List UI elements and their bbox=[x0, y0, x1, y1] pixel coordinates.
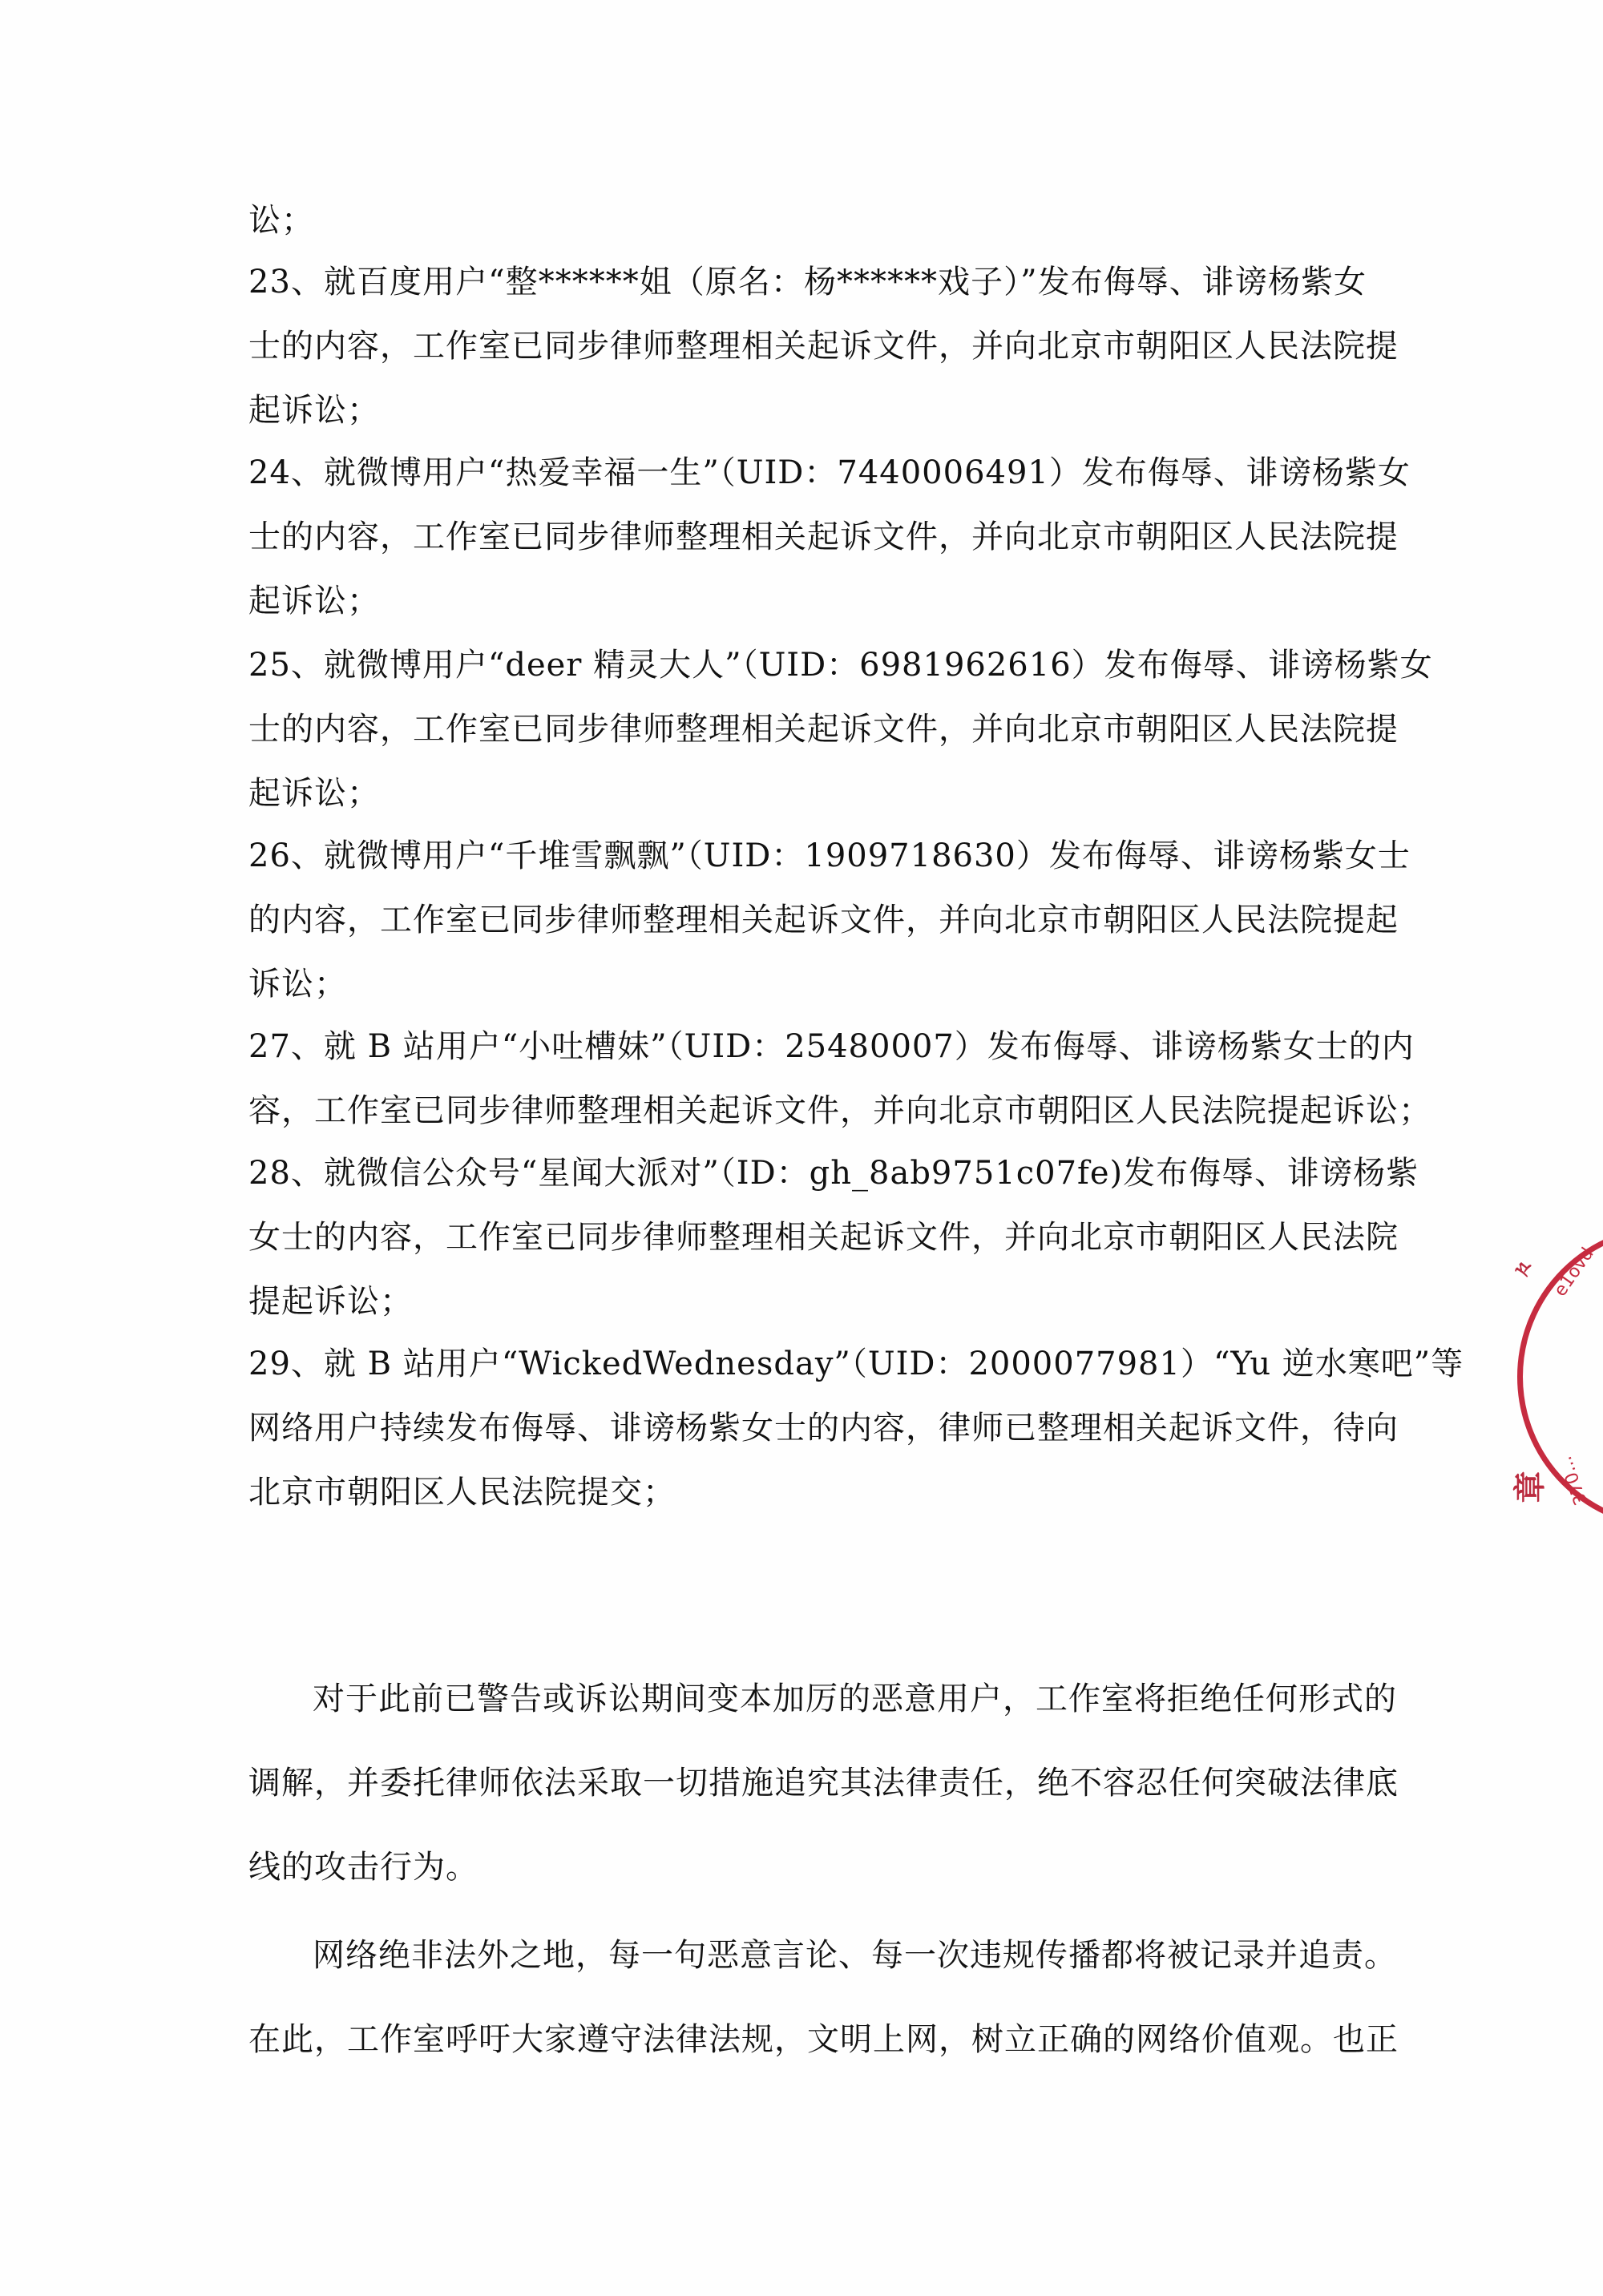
list-item-29-line-2: 网络用户持续发布侮辱、诽谤杨紫女士的内容，律师已整理相关起诉文件，待向 bbox=[248, 1410, 1399, 1447]
list-item-27-line-2: 容，工作室已同步律师整理相关起诉文件，并向北京市朝阳区人民法院提起诉讼； bbox=[248, 1092, 1431, 1129]
list-item-26-line-2: 的内容，工作室已同步律师整理相关起诉文件，并向北京市朝阳区人民法院提起 bbox=[248, 902, 1399, 938]
paragraph-1-line-3: 线的攻击行为。 bbox=[248, 1849, 478, 1886]
list-item-24-line-3: 起诉讼； bbox=[248, 583, 380, 619]
list-item-29-line-1: 29、就 B 站用户“WickedWednesday”（UID：2000077981）“Yu 逆水寒吧”等 bbox=[248, 1346, 1464, 1382]
list-item-26-line-3: 诉讼； bbox=[248, 966, 347, 1003]
list-item-28-line-1: 28、就微信公众号“星闻大派对”（ID：gh_8ab9751c07fe)发布侮辱、诽谤杨紫 bbox=[248, 1155, 1419, 1192]
list-line-0: 讼； bbox=[248, 202, 314, 239]
list-item-24-line-2: 士的内容，工作室已同步律师整理相关起诉文件，并向北京市朝阳区人民法院提 bbox=[248, 519, 1399, 555]
list-item-23-line-3: 起诉讼； bbox=[248, 392, 380, 429]
seal-edge-digits: 370... bbox=[1555, 1453, 1593, 1508]
list-item-25-line-2: 士的内容，工作室已同步律师整理相关起诉文件，并向北京市朝阳区人民法院提 bbox=[248, 711, 1399, 748]
list-item-28-line-2: 女士的内容，工作室已同步律师整理相关起诉文件，并向北京市朝阳区人民法院 bbox=[248, 1219, 1399, 1256]
seal-glyph: 章 bbox=[1512, 1471, 1549, 1503]
paragraph-1-line-2: 调解，并委托律师依法采取一切措施追究其法律责任，绝不容忍任何突破法律底 bbox=[248, 1765, 1399, 1802]
list-item-23-line-2: 士的内容，工作室已同步律师整理相关起诉文件，并向北京市朝阳区人民法院提 bbox=[248, 328, 1399, 365]
list-item-29-line-3: 北京市朝阳区人民法院提交； bbox=[248, 1474, 676, 1511]
paragraph-2-line-1: 网络绝非法外之地，每一句恶意言论、每一次违规传播都将被记录并追责。 bbox=[313, 1937, 1397, 1974]
official-seal-stamp bbox=[1512, 1225, 1603, 1529]
seal-edge-text: e1ovd bbox=[1550, 1244, 1598, 1301]
list-item-25-line-1: 25、就微博用户“deer 精灵大人”（UID：6981962616）发布侮辱、诽谤杨紫女 bbox=[248, 647, 1433, 684]
list-item-27-line-1: 27、就 B 站用户“小吐槽妹”（UID：25480007）发布侮辱、诽谤杨紫女士的内 bbox=[248, 1028, 1415, 1065]
list-item-28-line-3: 提起诉讼； bbox=[248, 1283, 413, 1320]
paragraph-2-line-2: 在此，工作室呼吁大家遵守法律法规，文明上网，树立正确的网络价值观。也正 bbox=[248, 2021, 1399, 2058]
list-item-25-line-3: 起诉讼； bbox=[248, 775, 380, 812]
list-item-24-line-1: 24、就微博用户“热爱幸福一生”（UID：7440006491）发布侮辱、诽谤杨紫女 bbox=[248, 454, 1411, 491]
seal-top-glyph: 々 bbox=[1512, 1258, 1536, 1280]
list-item-23-line-1: 23、就百度用户“整******姐（原名：杨******戏子）”发布侮辱、诽谤杨紫女 bbox=[248, 264, 1367, 301]
paragraph-1-line-1: 对于此前已警告或诉讼期间变本加厉的恶意用户，工作室将拒绝任何形式的 bbox=[313, 1681, 1397, 1717]
list-item-26-line-1: 26、就微博用户“千堆雪飘飘”（UID：1909718630）发布侮辱、诽谤杨紫女士 bbox=[248, 837, 1411, 874]
